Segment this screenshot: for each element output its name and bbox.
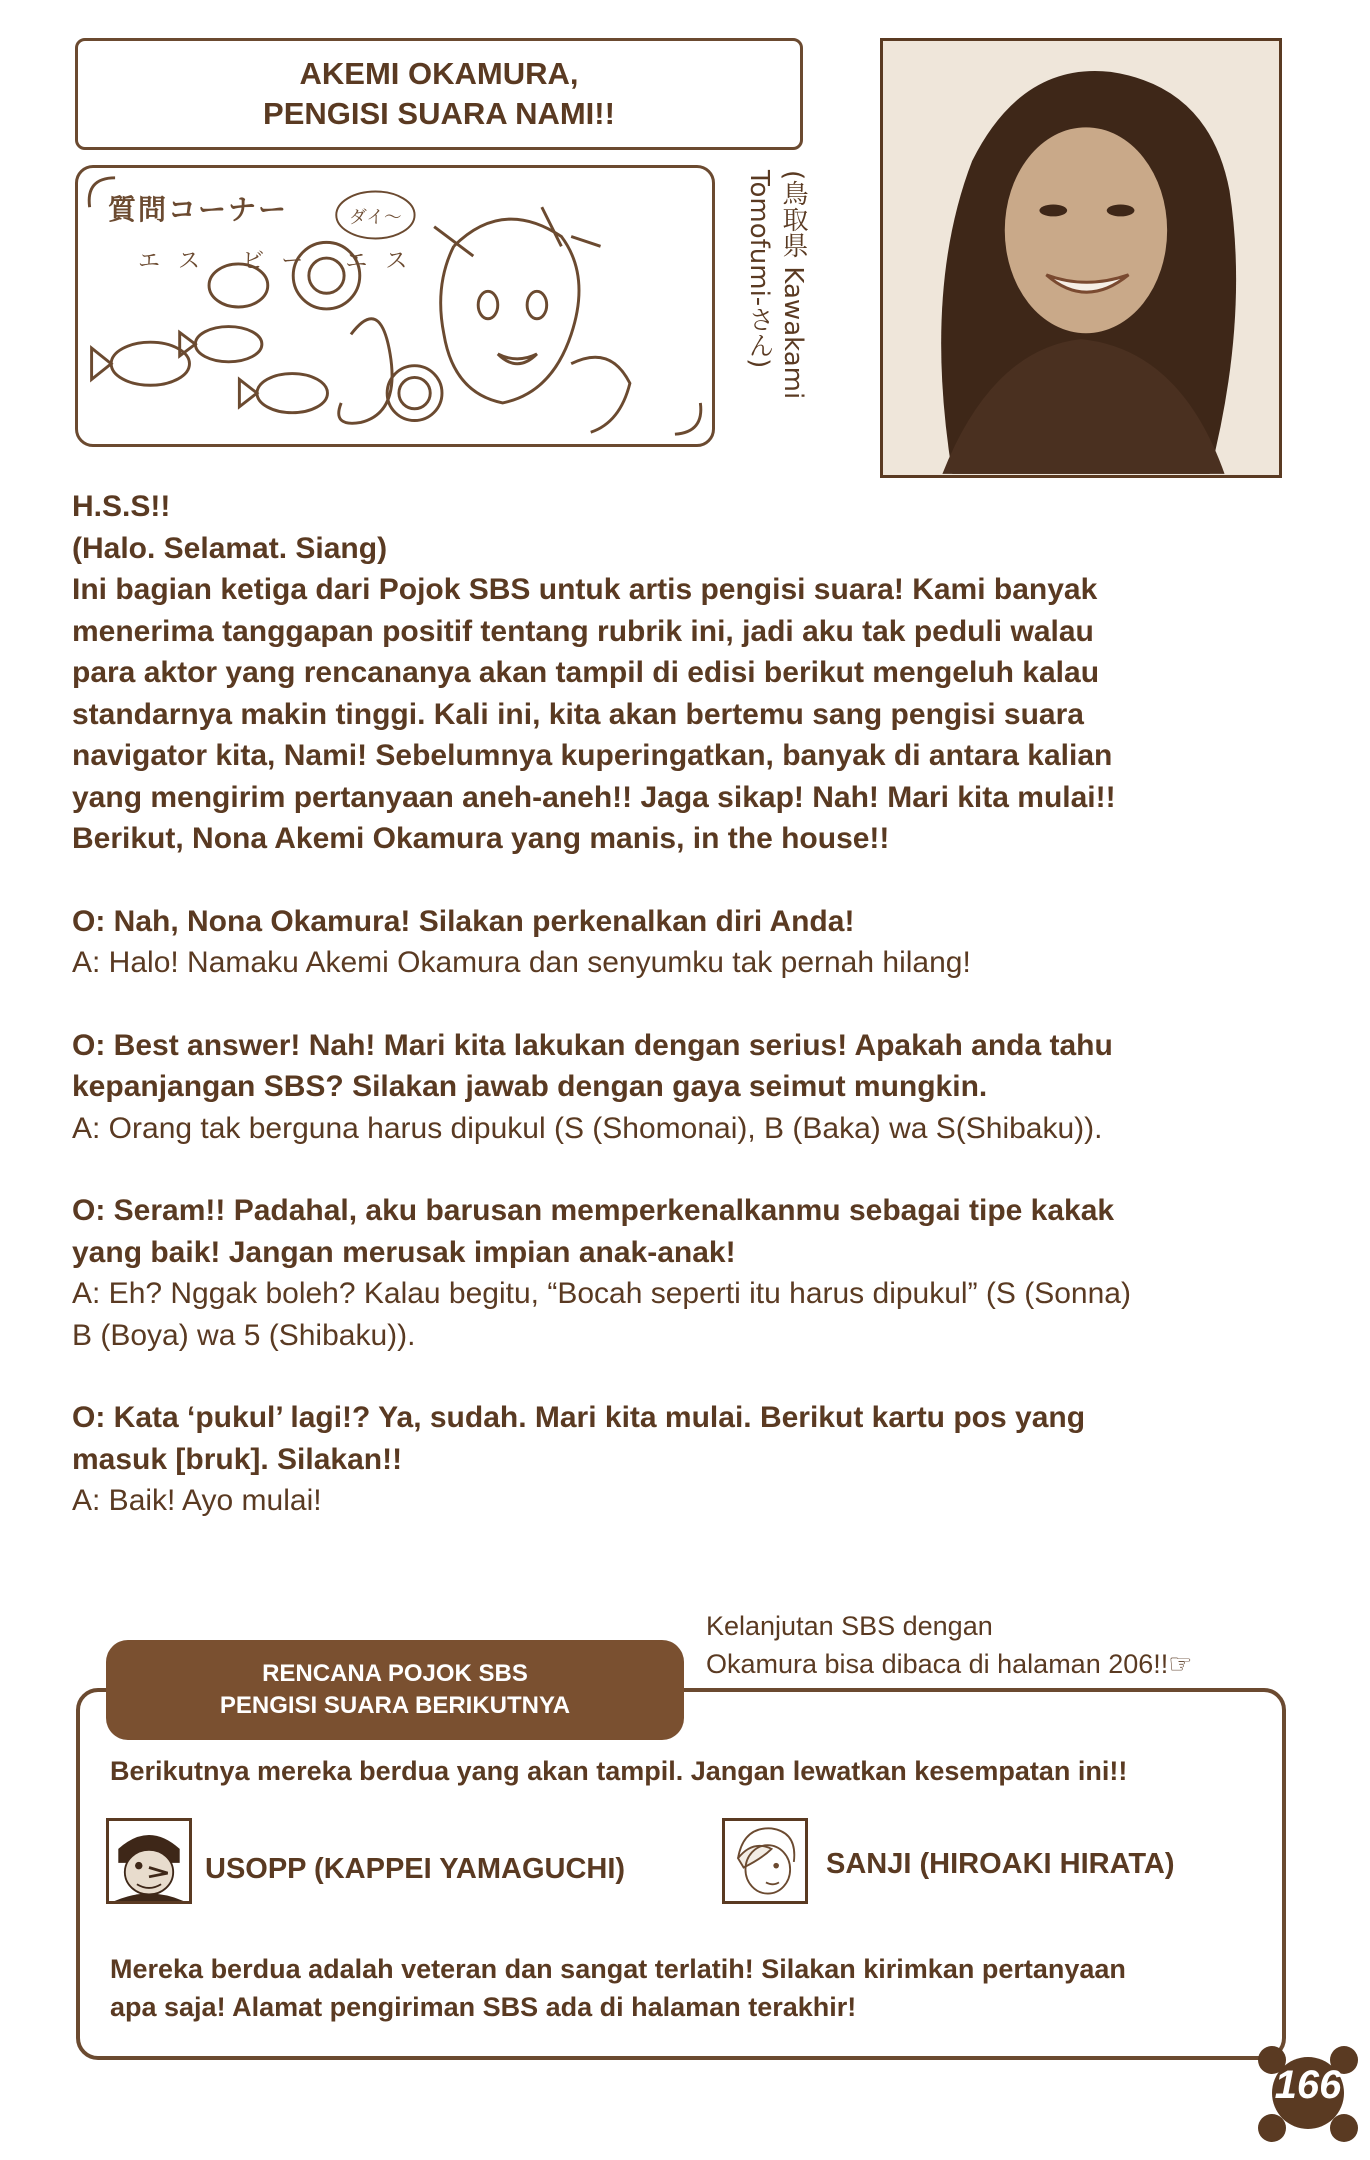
sbs-corner-jp-subtitle: エス ビー エス [138,248,426,273]
question-line: yang baik! Jangan merusak impian anak-anak! [72,1235,736,1269]
cast-name-sanji: SANJI (HIROAKI HIRATA) [826,1848,1175,1880]
sbs-illustration-banner [75,165,715,447]
answer-line: A: Halo! Namaku Akemi Okamura dan senyumku tak pernah hilang! [72,946,971,979]
greeting: H.S.S!! [72,490,171,523]
next-note-line-1: Mereka berdua adalah veteran dan sangat terlatih! Silakan kirimkan pertanyaan [110,1954,1126,1984]
greeting-expansion: (Halo. Selamat. Siang) [72,531,388,565]
question-line: masuk [bruk]. Silakan!! [72,1442,403,1476]
tab-line-1: RENCANA POJOK SBS [262,1660,528,1687]
answer-line: A: Eh? Nggak boleh? Kalau begitu, “Bocah seperti itu harus dipukul” (S (Sonna) [72,1277,1131,1310]
question-line: O: Seram!! Padahal, aku barusan memperkenalkanmu sebagai tipe kakak [72,1194,1115,1227]
qa-item [72,901,1312,984]
intro-line: Ini bagian ketiga dari Pojok SBS untuk artis pengisi suara! Kami banyak [72,573,1098,606]
next-intro-text: Berikutnya mereka berdua yang akan tampil. Jangan lewatkan kesempatan ini!! [110,1756,1128,1786]
tab-line-2: PENGISI SUARA BERIKUTNYA [219,1692,571,1719]
continuation-line-2: Okamura bisa dibaca di halaman 206!!☞ [706,1649,1193,1679]
question-line: O: Best answer! Nah! Mari kita lakukan dengan serius! Apakah anda tahu [72,1028,1113,1062]
question-line: kepanjangan SBS? Silakan jawab dengan gaya seimut mungkin. [72,1070,988,1103]
illustration-credit: (鳥取県 Kawakami Tomofumi-さん) [744,170,808,400]
answer-line: A: Baik! Ayo mulai! [72,1484,322,1517]
title-line-1: AKEMI OKAMURA, [299,56,579,91]
sbs-corner-jp-title: 質問コーナー [108,194,289,225]
next-voice-actors-tab [106,1640,684,1740]
continuation-note [706,1607,1192,1683]
page-number: 166 [1274,2063,1342,2107]
question-line: O: Kata ‘pukul’ lagi!? Ya, sudah. Mari kita mulai. Berikut kartu pos yang [72,1401,1086,1434]
intro-line: menerima tanggapan positif tentang rubrik ini, jadi aku tak peduli walau [72,614,1094,648]
intro-line: standarnya makin tinggi. Kali ini, kita akan bertemu sang pengisi suara [72,697,1084,731]
bubble-text: ダイ〜 [349,207,402,228]
usopp-portrait [106,1818,192,1904]
title-line-2: PENGISI SUARA NAMI!! [263,96,615,131]
continuation-line-1: Kelanjutan SBS dengan [706,1611,993,1641]
title-box [75,38,803,150]
intro-line: navigator kita, Nami! Sebelumnya kuperingatkan, banyak di antara kalian [72,739,1113,772]
intro-line: yang mengirim pertanyaan aneh-aneh!! Jaga sikap! Nah! Mari kita mulai!! [72,780,1116,814]
qa-item [72,1190,1312,1356]
qa-item [72,1397,1312,1522]
answer-line: B (Boya) wa 5 (Shibaku)). [72,1318,416,1352]
next-note-line-2: apa saja! Alamat pengiriman SBS ada di halaman terakhir! [110,1992,857,2022]
question-line: O: Nah, Nona Okamura! Silakan perkenalkan diri Anda! [72,904,855,938]
akemi-okamura-photo [880,38,1282,478]
qa-item [72,1025,1312,1150]
next-note [110,1950,1126,2026]
sanji-portrait [722,1818,808,1904]
cast-name-usopp: USOPP (KAPPEI YAMAGUCHI) [205,1853,626,1885]
sbs-article-body [72,486,1312,1563]
intro-line: para aktor yang rencananya akan tampil di edisi berikut mengeluh kalau [72,656,1100,689]
intro-line: Berikut, Nona Akemi Okamura yang manis, in the house!! [72,822,890,855]
answer-line: A: Orang tak berguna harus dipukul (S (Shomonai), B (Baka) wa S(Shibaku)). [72,1111,1103,1145]
